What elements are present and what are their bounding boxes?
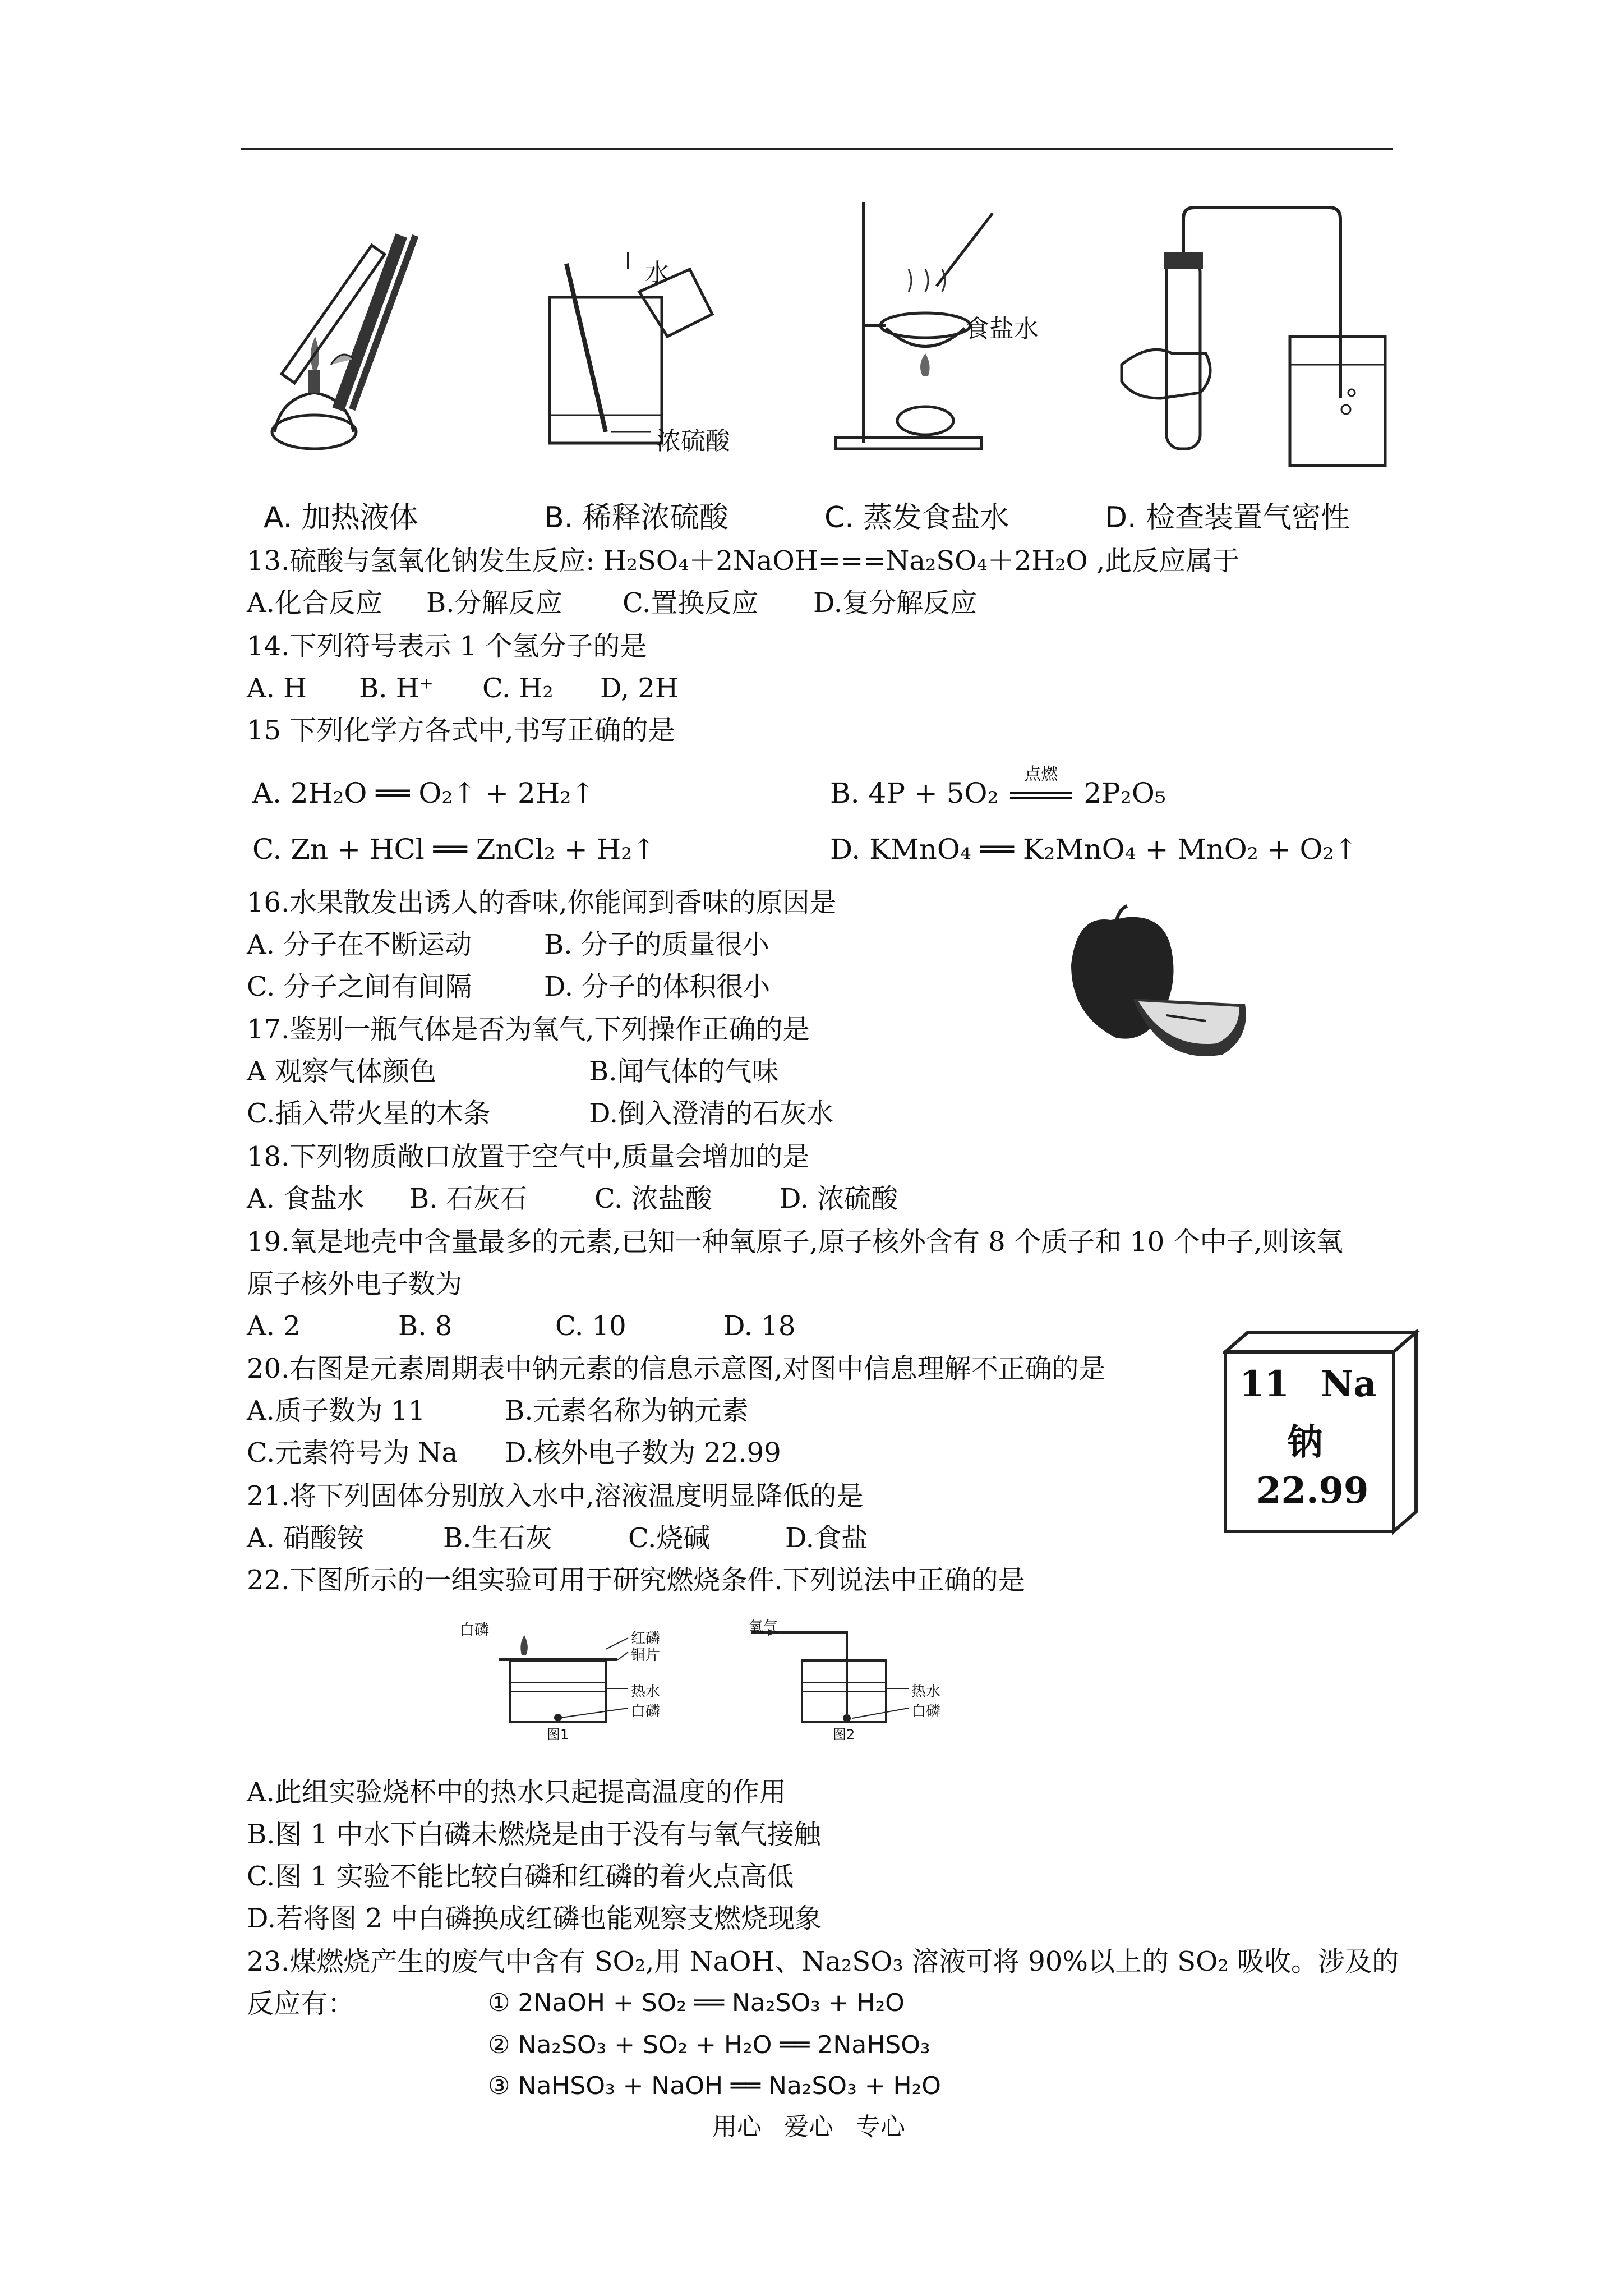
- q13-option-c: C.置换反应: [623, 587, 759, 619]
- q16-options-row2: [247, 969, 770, 1005]
- footer-word-3: 专心: [856, 2113, 905, 2141]
- q21-option-c: C.烧碱: [628, 1522, 711, 1554]
- q18-option-b: B. 石灰石: [409, 1183, 527, 1214]
- q21-option-a: A. 硝酸铵: [247, 1522, 365, 1554]
- figure-caption-d: D. 检查装置气密性: [1105, 501, 1350, 535]
- q14-option-a: A. H: [247, 673, 307, 704]
- q17-option-c: C.插入带火星的木条: [247, 1098, 491, 1129]
- element-number: 11: [1239, 1363, 1290, 1405]
- q20-options-row2: [247, 1435, 781, 1471]
- q23-stem-line1: 23.煤燃烧产生的废气中含有 SO₂,用 NaOH、Na₂SO₃ 溶液可将 90%以上的 SO₂ 吸收。涉及的: [247, 1946, 1399, 1977]
- apple-illustration: [1054, 903, 1256, 1071]
- q19-stem-line2: 原子核外电子数为: [247, 1268, 463, 1300]
- q16-option-b: B. 分子的质量很小: [544, 929, 769, 960]
- figure-diluting-acid: [544, 196, 780, 533]
- label-oxygen: 氧气: [749, 1619, 778, 1636]
- q21-stem: 21.将下列固体分别放入水中,溶液温度明显降低的是: [247, 1480, 864, 1512]
- element-name: 钠: [1287, 1422, 1323, 1464]
- q18-stem: 18.下列物质敞口放置于空气中,质量会增加的是: [247, 1141, 810, 1172]
- q13-stem-prefix: 13.硫酸与氢氧化钠发生反应:: [247, 545, 603, 577]
- page-footer: [712, 2106, 928, 2142]
- q16-options-row1: [247, 927, 769, 963]
- q22-option-b: B.图 1 中水下白磷未燃烧是由于没有与氧气接触: [247, 1819, 821, 1850]
- element-mass: 22.99: [1256, 1470, 1369, 1512]
- q20-option-b: B.元素名称为钠元素: [505, 1395, 749, 1427]
- q17-options-row1: [247, 1053, 779, 1089]
- q14-option-b: B. H⁺: [359, 673, 434, 704]
- q23-reaction-1: ① 2NaOH + SO₂ ══ Na₂SO₃ + H₂O: [488, 1989, 905, 2017]
- q21-option-d: D.食盐: [785, 1522, 869, 1554]
- q13-equation: H₂SO₄＋2NaOH===Na₂SO₄＋2H₂O: [603, 545, 1088, 577]
- label-figure-2: 图2: [833, 1727, 855, 1742]
- q16-option-d: D. 分子的体积很小: [544, 971, 771, 1002]
- footer-word-1: 用心: [712, 2113, 762, 2141]
- element-symbol: Na: [1321, 1363, 1377, 1405]
- q19-option-a: A. 2: [247, 1310, 301, 1342]
- label-hot-water-2: 热水: [911, 1683, 941, 1700]
- q14-options: [247, 670, 679, 706]
- callout-water: 水: [645, 259, 670, 287]
- q21-options: [247, 1520, 868, 1556]
- q19-options: [247, 1308, 795, 1344]
- q20-options-row1: [247, 1393, 749, 1429]
- q15-option-b-right: 2P₂O₅: [1083, 777, 1166, 809]
- apparatus-figures: [264, 196, 1396, 533]
- figure-caption-a: A. 加热液体: [264, 501, 418, 535]
- callout-salt-water: 食盐水: [965, 315, 1039, 343]
- figure-evaporation: [824, 196, 1105, 533]
- q19-option-d: D. 18: [723, 1310, 796, 1342]
- q15-option-b-arrow: [1007, 765, 1075, 809]
- q19-option-c: C. 10: [555, 1310, 626, 1342]
- q17-options-row2: [247, 1096, 833, 1131]
- q13-stem: [247, 543, 1239, 579]
- heating-liquid-illustration: [264, 196, 499, 488]
- q15-option-b-condition: 点燃: [1024, 765, 1058, 784]
- footer-word-2: 爱心: [784, 2113, 833, 2141]
- label-copper-sheet: 铜片: [631, 1647, 661, 1664]
- q18-option-a: A. 食盐水: [247, 1183, 365, 1214]
- q14-option-d: D, 2H: [600, 673, 679, 704]
- q13-option-a: A.化合反应: [247, 587, 382, 619]
- q18-option-d: D. 浓硫酸: [780, 1183, 898, 1214]
- q16-option-c: C. 分子之间有间隔: [247, 971, 472, 1002]
- q19-option-b: B. 8: [398, 1310, 453, 1342]
- label-white-phosphorus: 白磷: [460, 1622, 490, 1639]
- q19-stem-line1: 19.氧是地壳中含量最多的元素,已知一种氧原子,原子核外含有 8 个质子和 10 个中子,则该氧: [247, 1226, 1343, 1258]
- q20-stem: 20.右图是元素周期表中钠元素的信息示意图,对图中信息理解不正确的是: [247, 1353, 1106, 1384]
- q15-option-b-left: B. 4P + 5O₂: [830, 777, 999, 809]
- label-red-phosphorus: 红磷: [631, 1630, 661, 1647]
- q14-option-c: C. H₂: [482, 673, 554, 704]
- combustion-experiment-figure: [460, 1616, 1032, 1742]
- q22-stem: 22.下图所示的一组实验可用于研究燃烧条件.下列说法中正确的是: [247, 1565, 1025, 1596]
- q20-option-a: A.质子数为 11: [247, 1395, 426, 1427]
- q13-stem-suffix: ,此反应属于: [1087, 545, 1240, 577]
- q23-stem-line2: 反应有：: [247, 1988, 355, 2019]
- callout-acid: 浓硫酸: [656, 427, 730, 455]
- q20-option-d: D.核外电子数为 22.99: [505, 1437, 781, 1469]
- airtightness-illustration: [1105, 196, 1396, 488]
- q17-option-a: A 观察气体颜色: [247, 1056, 436, 1087]
- q20-option-c: C.元素符号为 Na: [247, 1437, 458, 1469]
- q15-option-a: A. 2H₂O ══ O₂↑ + 2H₂↑: [252, 777, 595, 809]
- label-hot-water-1: 热水: [631, 1683, 661, 1700]
- q15-option-c: C. Zn + HCl ══ ZnCl₂ + H₂↑: [252, 833, 656, 866]
- q13-option-b: B.分解反应: [426, 587, 562, 619]
- figure-caption-b: B. 稀释浓硫酸: [544, 501, 728, 535]
- q22-option-a: A.此组实验烧杯中的热水只起提高温度的作用: [247, 1777, 786, 1808]
- q17-option-b: B.闻气体的气味: [589, 1056, 779, 1087]
- q17-stem: 17.鉴别一瓶气体是否为氧气,下列操作正确的是: [247, 1014, 810, 1045]
- q15-stem: 15 下列化学方各式中,书写正确的是: [247, 715, 675, 746]
- q18-option-c: C. 浓盐酸: [594, 1183, 712, 1214]
- q13-options: [247, 585, 977, 621]
- figure-heating-liquid: [264, 196, 499, 533]
- q16-stem: 16.水果散发出诱人的香味,你能闻到香味的原因是: [247, 887, 837, 918]
- q22-option-d: D.若将图 2 中白磷换成红磷也能观察支燃烧现象: [247, 1903, 822, 1934]
- label-white-phosphorus-underwater: 白磷: [631, 1703, 661, 1720]
- q17-option-d: D.倒入澄清的石灰水: [589, 1098, 834, 1129]
- sodium-element-card: [1223, 1329, 1424, 1537]
- q14-stem: 14.下列符号表示 1 个氢分子的是: [247, 631, 647, 662]
- q23-reaction-3: ③ NaHSO₃ + NaOH ══ Na₂SO₃ + H₂O: [488, 2072, 941, 2100]
- q21-option-b: B.生石灰: [443, 1522, 552, 1554]
- q22-option-c: C.图 1 实验不能比较白磷和红磷的着火点高低: [247, 1861, 794, 1892]
- q13-option-d: D.复分解反应: [813, 587, 978, 619]
- top-rule: [241, 148, 1393, 150]
- label-white-phosphorus-2: 白磷: [911, 1703, 941, 1720]
- q23-reaction-2: ② Na₂SO₃ + SO₂ + H₂O ══ 2NaHSO₃: [488, 2031, 930, 2059]
- q15-option-b: [830, 765, 1166, 809]
- q15-option-d: D. KMnO₄ ══ K₂MnO₄ + MnO₂ + O₂↑: [830, 833, 1358, 866]
- figure-airtightness: [1105, 196, 1396, 533]
- q18-options: [247, 1181, 898, 1217]
- label-figure-1: 图1: [547, 1727, 569, 1742]
- figure-caption-c: C. 蒸发食盐水: [824, 501, 1009, 535]
- q16-option-a: A. 分子在不断运动: [247, 929, 472, 960]
